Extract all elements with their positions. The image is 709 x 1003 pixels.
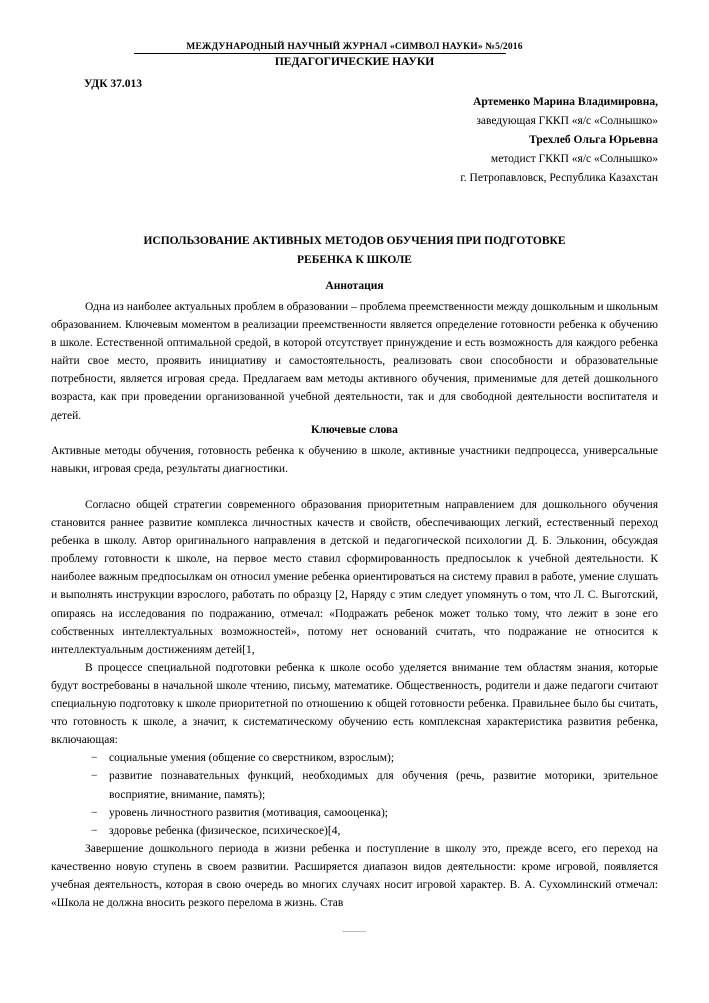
list-item [51,822,658,840]
section-title: ПЕДАГОГИЧЕСКИЕ НАУКИ [274,56,435,68]
article-body [51,496,658,912]
readiness-list [51,749,658,839]
list-item-text: здоровье ребенка (физическое, психическое)[4, [109,824,341,837]
list-dash: − [91,806,98,819]
list-item-text: уровень личностного развития (мотивация, самооценка); [109,806,388,819]
list-item [51,749,658,767]
list-dash: − [91,824,98,837]
author1-name: Артеменко Марина Владимировна, [473,96,658,108]
article-title-line2: РЕБЕНКА К ШКОЛЕ [297,254,412,266]
author-location: г. Петропавловск, Республика Казахстан [460,172,658,184]
list-item-text: развитие познавательных функций, необходимых для обучения (речь, развитие моторики, зрительное восприятие, внимание, память); [109,770,658,801]
list-dash: − [91,752,98,765]
abstract-text-block [51,298,658,425]
journal-header: МЕЖДУНАРОДНЫЙ НАУЧНЫЙ ЖУРНАЛ «СИМВОЛ НАУКИ» №5/2016 [186,42,523,52]
header-divider [134,53,506,54]
body-paragraph-1: Согласно общей стратегии современного образования приоритетным направлением для дошкольного обучения становится раннее развитие комплекса личностных качеств и свойств, обеспечивающих легкий, естественный переход ребенка в школу. Автор оригинального направления в детской и педагогической психологии Д. Б. Эльконин, обсуждая проблему готовности к школе, на первое место ставил сформированность предпосылок к учебной деятельности. К наиболее важным предпосылкам он относил умение ребенка ориентироваться на систему правил в работе, умение слушать и выполнять инструкции взрослого, работать по образцу [2, Наряду с этим следует упомянуть о том, что Л. С. Выготский, опираясь на исследования по подражанию, отмечал: «Подражать ребенок может только тому, что лежит в зоне его собственных интеллектуальных возможностей», потому нет оснований считать, что подражание не относится к интеллектуальным достижениям детей[1, [51,499,658,656]
author2-position: методист ГККП «я/с «Солнышко» [490,153,658,165]
list-dash: − [91,770,98,783]
article-title-line1: ИСПОЛЬЗОВАНИЕ АКТИВНЫХ МЕТОДОВ ОБУЧЕНИЯ ПРИ ПОДГОТОВКЕ [143,235,566,247]
body-paragraph-3: Завершение дошкольного периода в жизни ребенка и поступление в школу это, прежде всего, его переход на качественно новую ступень в своем развитии. Расширяется диапазон видов деятельности: кроме игровой, появляется учебная деятельность, которая в свою очередь во многих случаях носит игровой характер. В. А. Сухомлинский отмечал: «Школа не должна вносить резкого перелома в жизнь. Став [51,842,658,910]
abstract-heading: Аннотация [325,280,384,292]
keywords-text: Активные методы обучения, готовность ребенка к обучению в школе, активные участники педпроцесса, универсальные навыки, игровая среда, результаты диагностики. [51,445,658,476]
keywords-text-block [51,442,658,478]
author2-name: Трехлеб Ольга Юрьевна [529,134,658,146]
page-footer-mark [342,931,366,932]
udk-code: УДК 37.013 [84,78,143,90]
author-block [460,93,658,188]
list-item [51,804,658,822]
list-item [51,767,658,803]
body-paragraph-2: В процессе специальной подготовки ребенка к школе особо уделяется внимание тем областям знания, которые будут востребованы в начальной школе чтению, письму, математике. Общественность, родители и даже педагоги считают специальную подготовку к школе приоритетной по отношению к общей готовности ребенка. Правильнее было бы считать, что готовность к школе, а значит, к систематическому обучению есть комплексная характеристика развития ребенка, включающая: [51,661,658,747]
list-item-text: социальные умения (общение со сверстником, взрослым); [109,752,395,765]
keywords-heading: Ключевые слова [311,424,398,436]
abstract-text: Одна из наиболее актуальных проблем в образовании – проблема преемственности между дошкольным и школьным образованием. Ключевым моментом в реализации преемственности является определение готовности ребенка к обучению в школе. Естественной оптимальной средой, в которой отсутствует принуждение и есть возможность для каждого ребенка найти свое место, проявить инициативу и самостоятельность, реализовать свои способности и образовательные потребности, является игровая среда. Предлагаем вам методы активного обучения, применимые для детей дошкольного возраста, как при проведении организованной учебной деятельности, так и для свободной деятельности воспитателя и детей. [51,301,658,422]
article-title [60,232,649,270]
author1-position: заведующая ГККП «я/с «Солнышко» [476,115,658,127]
